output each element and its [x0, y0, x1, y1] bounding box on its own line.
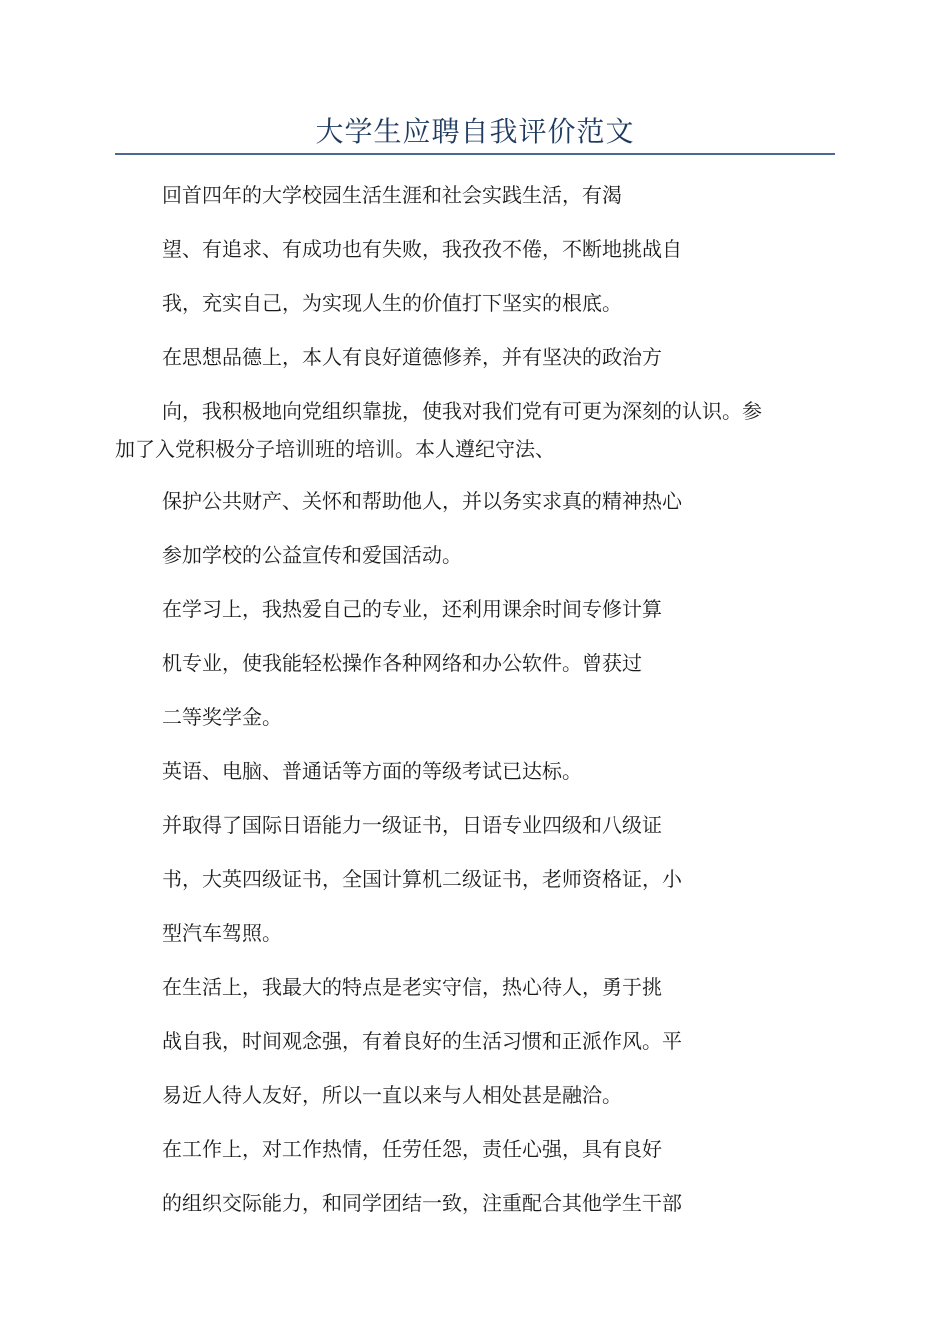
text-line: 望、有追求、有成功也有失败，我孜孜不倦，不断地挑战自 [162, 237, 682, 261]
text-line: 书，大英四级证书，全国计算机二级证书，老师资格证，小 [162, 867, 682, 891]
text-line: 参加学校的公益宣传和爱国活动。 [162, 543, 462, 567]
text-line: 我，充实自己，为实现人生的价值打下坚实的根底。 [162, 291, 622, 315]
text-line: 二等奖学金。 [162, 705, 282, 729]
text-line: 英语、电脑、普通话等方面的等级考试已达标。 [162, 759, 582, 783]
text-line: 在学习上，我热爱自己的专业，还利用课余时间专修计算 [162, 597, 662, 621]
text-line: 回首四年的大学校园生活生涯和社会实践生活，有渴 [162, 183, 622, 207]
text-line: 在思想品德上，本人有良好道德修养，并有坚决的政治方 [162, 345, 662, 369]
text-line: 加了入党积极分子培训班的培训。本人遵纪守法、 [115, 437, 555, 461]
document-title: 大学生应聘自我评价范文 [315, 115, 635, 148]
text-line: 机专业，使我能轻松操作各种网络和办公软件。曾获过 [162, 651, 642, 675]
text-line: 在工作上，对工作热情，任劳任怨，责任心强，具有良好 [162, 1137, 662, 1161]
title-underline [115, 153, 835, 155]
text-line: 型汽车驾照。 [162, 921, 282, 945]
text-line: 并取得了国际日语能力一级证书，日语专业四级和八级证 [162, 813, 662, 837]
text-line: 保护公共财产、关怀和帮助他人，并以务实求真的精神热心 [162, 489, 682, 513]
text-line: 的组织交际能力，和同学团结一致，注重配合其他学生干部 [162, 1191, 682, 1215]
text-line: 在生活上，我最大的特点是老实守信，热心待人，勇于挑 [162, 975, 662, 999]
text-line: 战自我，时间观念强，有着良好的生活习惯和正派作风。平 [162, 1029, 682, 1053]
text-line: 向，我积极地向党组织靠拢，使我对我们党有可更为深刻的认识。参 [162, 399, 762, 423]
text-line: 易近人待人友好，所以一直以来与人相处甚是融洽。 [162, 1083, 622, 1107]
